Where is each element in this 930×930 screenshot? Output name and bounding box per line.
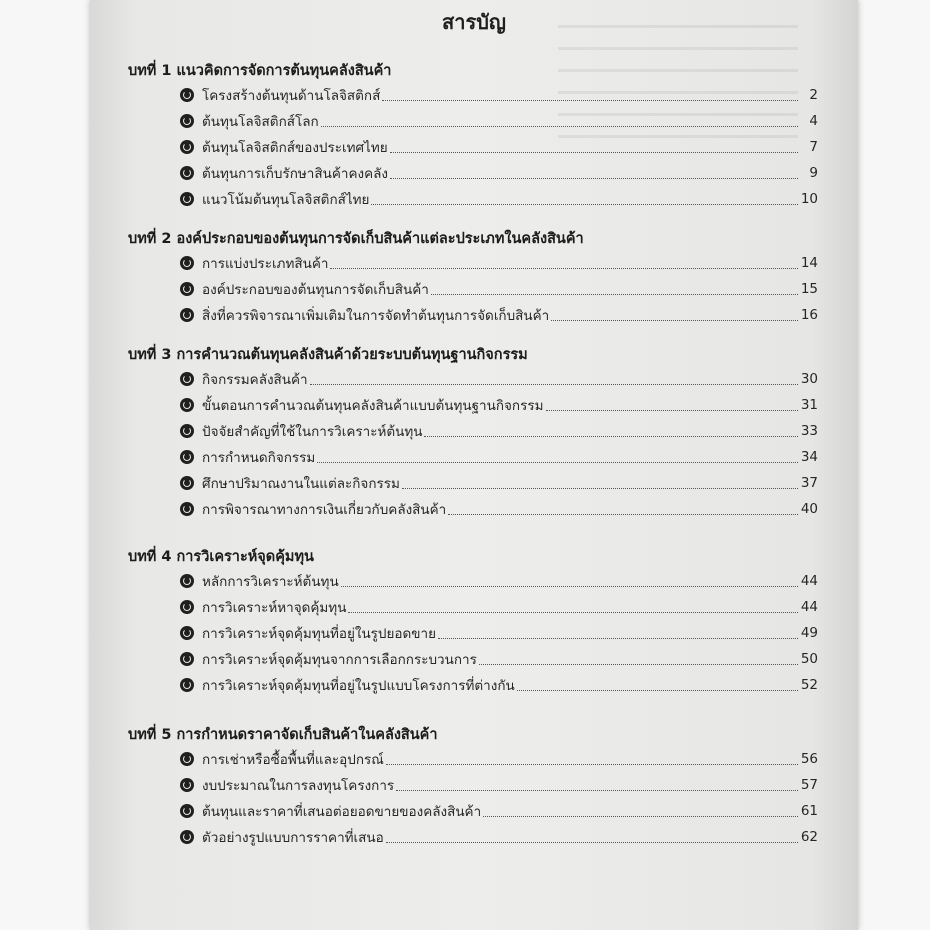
entry-title: ขั้นตอนการคำนวณต้นทุนคลังสินค้าแบบต้นทุนฐานกิจกรรม (202, 398, 544, 414)
entry-title: ต้นทุนโลจิสติกส์ของประเทศไทย (202, 140, 388, 156)
toc-entry (128, 444, 818, 470)
toc-entry (128, 250, 818, 276)
toc-entry (128, 134, 818, 160)
circle-bullet-icon (180, 574, 194, 588)
chapter-heading: บทที่ 3 การคำนวณต้นทุนคลังสินค้าด้วยระบบต้นทุนฐานกิจกรรม (128, 347, 528, 363)
chapter-4 (128, 546, 818, 698)
circle-bullet-icon (180, 600, 194, 614)
circle-bullet-icon (180, 626, 194, 640)
entry-title: การวิเคราะห์จุดคุ้มทุนที่อยู่ในรูปยอดขาย (202, 626, 437, 642)
toc-entry (128, 276, 818, 302)
toc-entry (128, 496, 818, 522)
circle-bullet-icon (180, 778, 194, 792)
toc-entry (128, 366, 818, 392)
chapter-heading: บทที่ 4 การวิเคราะห์จุดคุ้มทุน (128, 549, 314, 565)
circle-bullet-icon (180, 114, 194, 128)
page-title: สารบัญ (442, 10, 506, 34)
circle-bullet-icon (180, 140, 194, 154)
entry-page-number: 44 (800, 573, 818, 589)
chapter-heading: บทที่ 5 การกำหนดราคาจัดเก็บสินค้าในคลังสินค้า (128, 727, 438, 743)
circle-bullet-icon (180, 678, 194, 692)
dot-leader (371, 204, 798, 205)
entry-title: การพิจารณาทางการเงินเกี่ยวกับคลังสินค้า (202, 502, 447, 518)
dot-leader (341, 586, 798, 587)
dot-leader (386, 842, 798, 843)
entry-page-number: 4 (809, 113, 818, 129)
circle-bullet-icon (180, 804, 194, 818)
chapter-heading: บทที่ 1 แนวคิดการจัดการต้นทุนคลังสินค้า (128, 63, 392, 79)
entry-page-number: 14 (800, 255, 818, 271)
entry-page-number: 34 (800, 449, 818, 465)
dot-leader (424, 436, 798, 437)
circle-bullet-icon (180, 830, 194, 844)
entry-title: ต้นทุนการเก็บรักษาสินค้าคงคลัง (202, 166, 388, 182)
dot-leader (348, 612, 798, 613)
entry-title: ปัจจัยสำคัญที่ใช้ในการวิเคราะห์ต้นทุน (202, 424, 423, 440)
dot-leader (390, 178, 798, 179)
chapter-1 (128, 60, 818, 212)
dot-leader (317, 462, 798, 463)
toc-entry (128, 108, 818, 134)
dot-leader (448, 514, 798, 515)
entry-title: แนวโน้มต้นทุนโลจิสติกส์ไทย (202, 192, 370, 208)
circle-bullet-icon (180, 476, 194, 490)
entry-page-number: 49 (800, 625, 818, 641)
dot-leader (479, 664, 798, 665)
circle-bullet-icon (180, 502, 194, 516)
entry-page-number: 9 (809, 165, 818, 181)
circle-bullet-icon (180, 192, 194, 206)
entry-page-number: 37 (800, 475, 818, 491)
circle-bullet-icon (180, 88, 194, 102)
entry-title: ตัวอย่างรูปแบบการราคาที่เสนอ (202, 830, 384, 846)
dot-leader (310, 384, 798, 385)
entry-title: ศึกษาปริมาณงานในแต่ละกิจกรรม (202, 476, 400, 492)
dot-leader (402, 488, 798, 489)
entry-title: กิจกรรมคลังสินค้า (202, 372, 308, 388)
dot-leader (483, 816, 798, 817)
dot-leader (386, 764, 798, 765)
book-page (90, 0, 858, 930)
entry-title: ต้นทุนโลจิสติกส์โลก (202, 114, 319, 130)
toc-entry (128, 620, 818, 646)
entry-page-number: 40 (800, 501, 818, 517)
toc-entry (128, 186, 818, 212)
dot-leader (438, 638, 798, 639)
toc-entry (128, 772, 818, 798)
entry-page-number: 61 (800, 803, 818, 819)
toc-entry (128, 568, 818, 594)
entry-title: หลักการวิเคราะห์ต้นทุน (202, 574, 339, 590)
chapter-heading: บทที่ 2 องค์ประกอบของต้นทุนการจัดเก็บสินค้าแต่ละประเภทในคลังสินค้า (128, 231, 584, 247)
toc-entry (128, 418, 818, 444)
entry-page-number: 44 (800, 599, 818, 615)
circle-bullet-icon (180, 450, 194, 464)
dot-leader (431, 294, 798, 295)
entry-title: การวิเคราะห์จุดคุ้มทุนจากการเลือกกระบวนการ (202, 652, 477, 668)
toc-entry (128, 302, 818, 328)
entry-title: ต้นทุนและราคาที่เสนอต่อยอดขายของคลังสินค้า (202, 804, 482, 820)
toc-entry (128, 82, 818, 108)
entry-page-number: 33 (800, 423, 818, 439)
entry-page-number: 2 (809, 87, 818, 103)
chapter-3 (128, 344, 818, 522)
entry-page-number: 15 (800, 281, 818, 297)
entry-page-number: 50 (800, 651, 818, 667)
entry-title: องค์ประกอบของต้นทุนการจัดเก็บสินค้า (202, 282, 429, 298)
entry-title: การกำหนดกิจกรรม (202, 450, 316, 466)
entry-page-number: 7 (809, 139, 818, 155)
circle-bullet-icon (180, 424, 194, 438)
circle-bullet-icon (180, 308, 194, 322)
entry-page-number: 52 (800, 677, 818, 693)
entry-title: การแบ่งประเภทสินค้า (202, 256, 329, 272)
dot-leader (517, 690, 798, 691)
entry-title: โครงสร้างต้นทุนด้านโลจิสติกส์ (202, 88, 381, 104)
entry-title: สิ่งที่ควรพิจารณาเพิ่มเติมในการจัดทำต้นทุนการจัดเก็บสินค้า (202, 308, 550, 324)
entry-page-number: 56 (800, 751, 818, 767)
toc-entry (128, 672, 818, 698)
entry-page-number: 62 (800, 829, 818, 845)
circle-bullet-icon (180, 652, 194, 666)
entry-title: งบประมาณในการลงทุนโครงการ (202, 778, 395, 794)
entry-title: การวิเคราะห์จุดคุ้มทุนที่อยู่ในรูปแบบโครงการที่ต่างกัน (202, 678, 515, 694)
circle-bullet-icon (180, 256, 194, 270)
entry-page-number: 16 (800, 307, 818, 323)
entry-page-number: 10 (800, 191, 818, 207)
dot-leader (390, 152, 798, 153)
toc-entry (128, 160, 818, 186)
toc-entry (128, 646, 818, 672)
entry-title: การเช่าหรือซื้อพื้นที่และอุปกรณ์ (202, 752, 384, 768)
dot-leader (321, 126, 798, 127)
circle-bullet-icon (180, 752, 194, 766)
chapter-2 (128, 228, 818, 328)
toc-entry (128, 594, 818, 620)
dot-leader (382, 100, 798, 101)
toc-entry (128, 746, 818, 772)
circle-bullet-icon (180, 166, 194, 180)
entry-page-number: 31 (800, 397, 818, 413)
circle-bullet-icon (180, 282, 194, 296)
dot-leader (330, 268, 798, 269)
toc-entry (128, 798, 818, 824)
dot-leader (396, 790, 798, 791)
circle-bullet-icon (180, 398, 194, 412)
toc-entry (128, 392, 818, 418)
dot-leader (546, 410, 799, 411)
circle-bullet-icon (180, 372, 194, 386)
chapter-5 (128, 724, 818, 850)
entry-title: การวิเคราะห์หาจุดคุ้มทุน (202, 600, 347, 616)
entry-page-number: 57 (800, 777, 818, 793)
entry-page-number: 30 (800, 371, 818, 387)
dot-leader (551, 320, 798, 321)
toc-entry (128, 470, 818, 496)
toc-entry (128, 824, 818, 850)
